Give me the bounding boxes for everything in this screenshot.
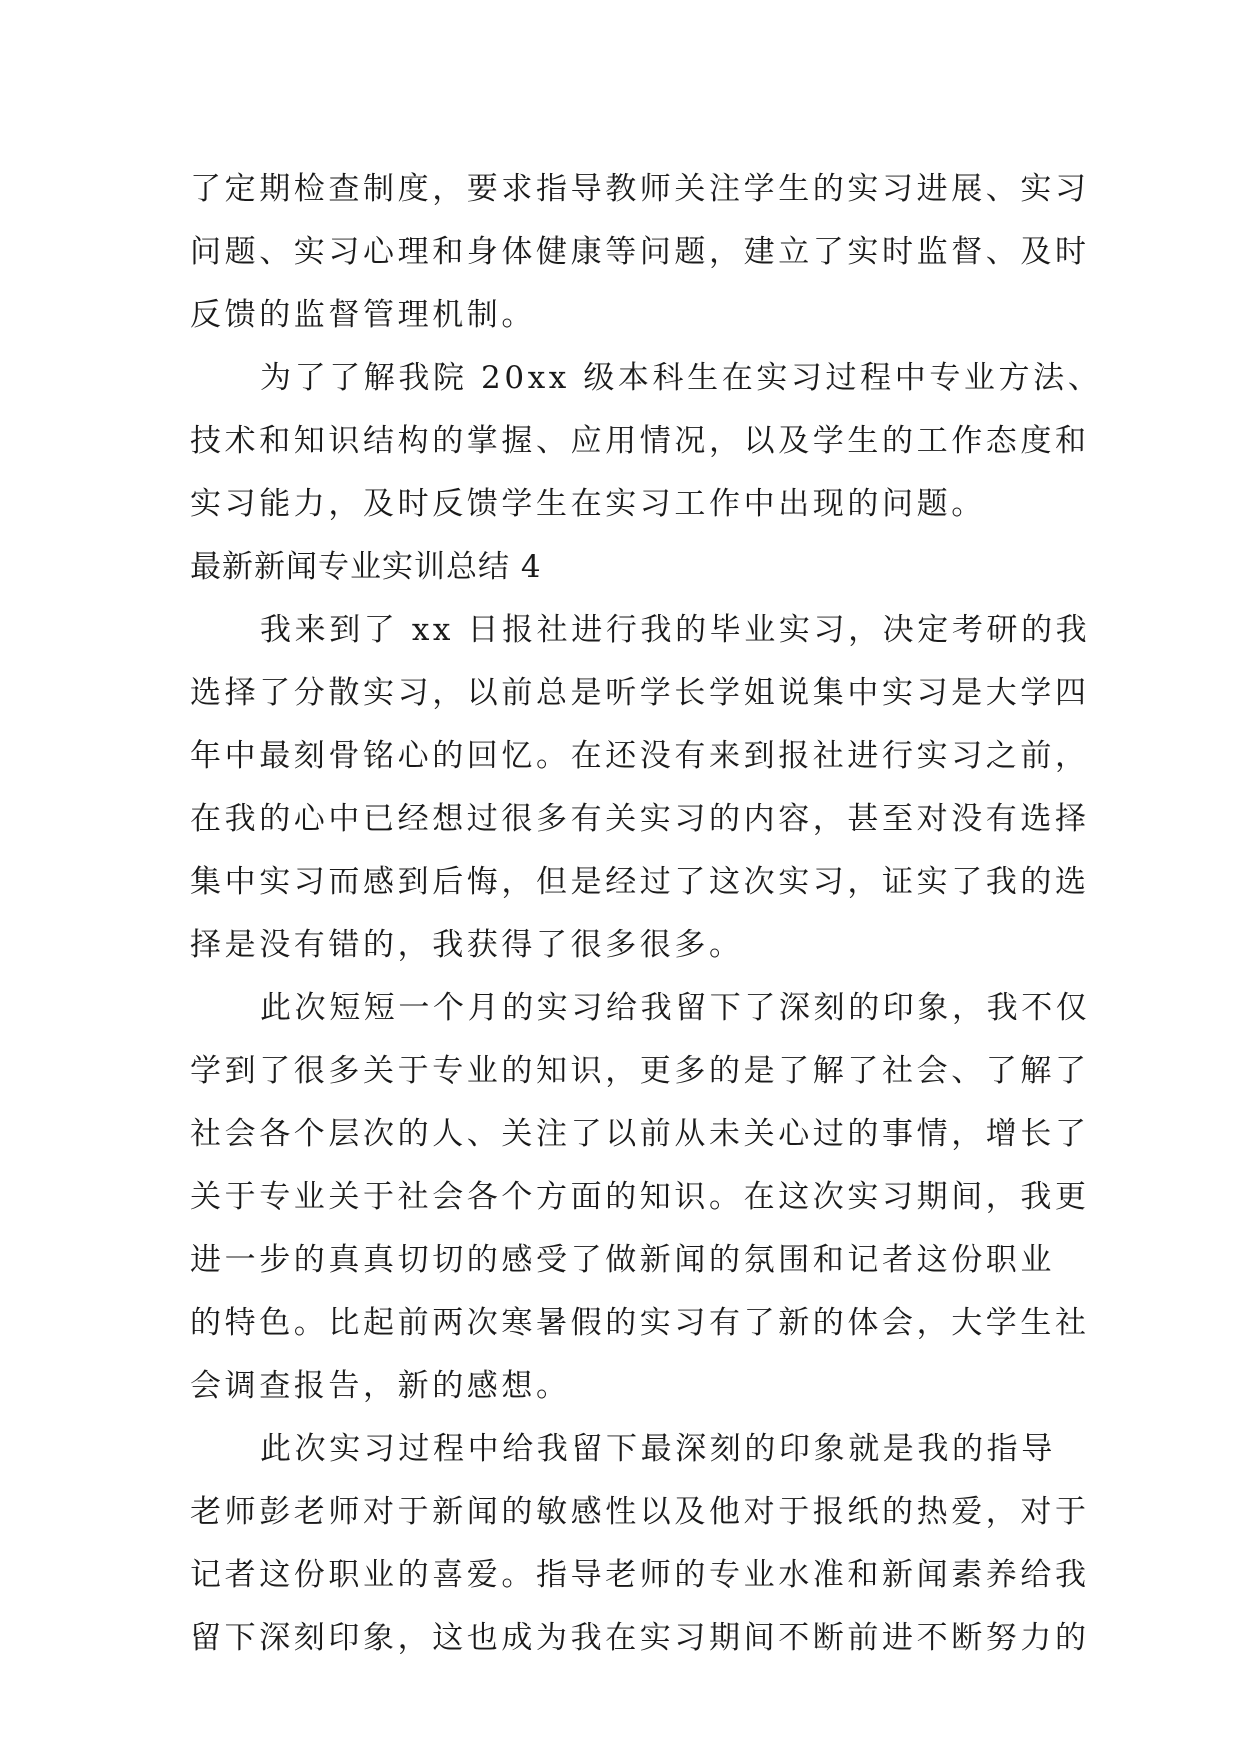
- text-line: 的特色。比起前两次寒暑假的实习有了新的体会，大学生社: [190, 1305, 1090, 1341]
- text-line: 记者这份职业的喜爱。指导老师的专业水准和新闻素养给我: [190, 1557, 1090, 1593]
- document-body: [190, 158, 1103, 1670]
- text-line: 我来到了 xx 日报社进行我的毕业实习，决定考研的我: [260, 612, 1091, 648]
- text-line: 年中最刻骨铭心的回忆。在还没有来到报社进行实习之前，: [190, 738, 1090, 774]
- text-line: 此次短短一个月的实习给我留下了深刻的印象，我不仅: [260, 990, 1091, 1026]
- paragraph-5: [190, 1418, 1090, 1670]
- text-line: 老师彭老师对于新闻的敏感性以及他对于报纸的热爱，对于: [190, 1494, 1090, 1530]
- text-line: 会调查报告，新的感想。: [190, 1368, 571, 1404]
- text-line: 了定期检查制度，要求指导教师关注学生的实习进展、实习: [190, 171, 1090, 207]
- text-line: 实习能力，及时反馈学生在实习工作中出现的问题。: [190, 486, 986, 522]
- text-line: 反馈的监督管理机制。: [190, 297, 536, 333]
- paragraph-1: [190, 158, 1090, 347]
- text-line: 集中实习而感到后悔，但是经过了这次实习，证实了我的选: [190, 864, 1090, 900]
- paragraph-4: [190, 977, 1091, 1418]
- text-line: 问题、实习心理和身体健康等问题，建立了实时监督、及时: [190, 234, 1090, 270]
- text-line: 选择了分散实习，以前总是听学长学姐说集中实习是大学四: [190, 675, 1090, 711]
- section-heading: 最新新闻专业实训总结 4: [190, 549, 542, 585]
- text-line: 留下深刻印象，这也成为我在实习期间不断前进不断努力的: [190, 1620, 1090, 1656]
- paragraph-3: [190, 599, 1091, 977]
- text-line: 关于专业关于社会各个方面的知识。在这次实习期间，我更: [190, 1179, 1090, 1215]
- text-line: 为了了解我院 20xx 级本科生在实习过程中专业方法、: [260, 360, 1103, 396]
- text-line: 进一步的真真切切的感受了做新闻的氛围和记者这份职业: [190, 1242, 1055, 1278]
- text-line: 社会各个层次的人、关注了以前从未关心过的事情，增长了: [190, 1116, 1090, 1152]
- text-line: 技术和知识结构的掌握、应用情况，以及学生的工作态度和: [190, 423, 1090, 459]
- text-line: 学到了很多关于专业的知识，更多的是了解了社会、了解了: [190, 1053, 1090, 1089]
- text-line: 择是没有错的，我获得了很多很多。: [190, 927, 744, 963]
- text-line: 此次实习过程中给我留下最深刻的印象就是我的指导: [260, 1431, 1056, 1467]
- text-line: 在我的心中已经想过很多有关实习的内容，甚至对没有选择: [190, 801, 1090, 837]
- paragraph-2: [190, 347, 1103, 536]
